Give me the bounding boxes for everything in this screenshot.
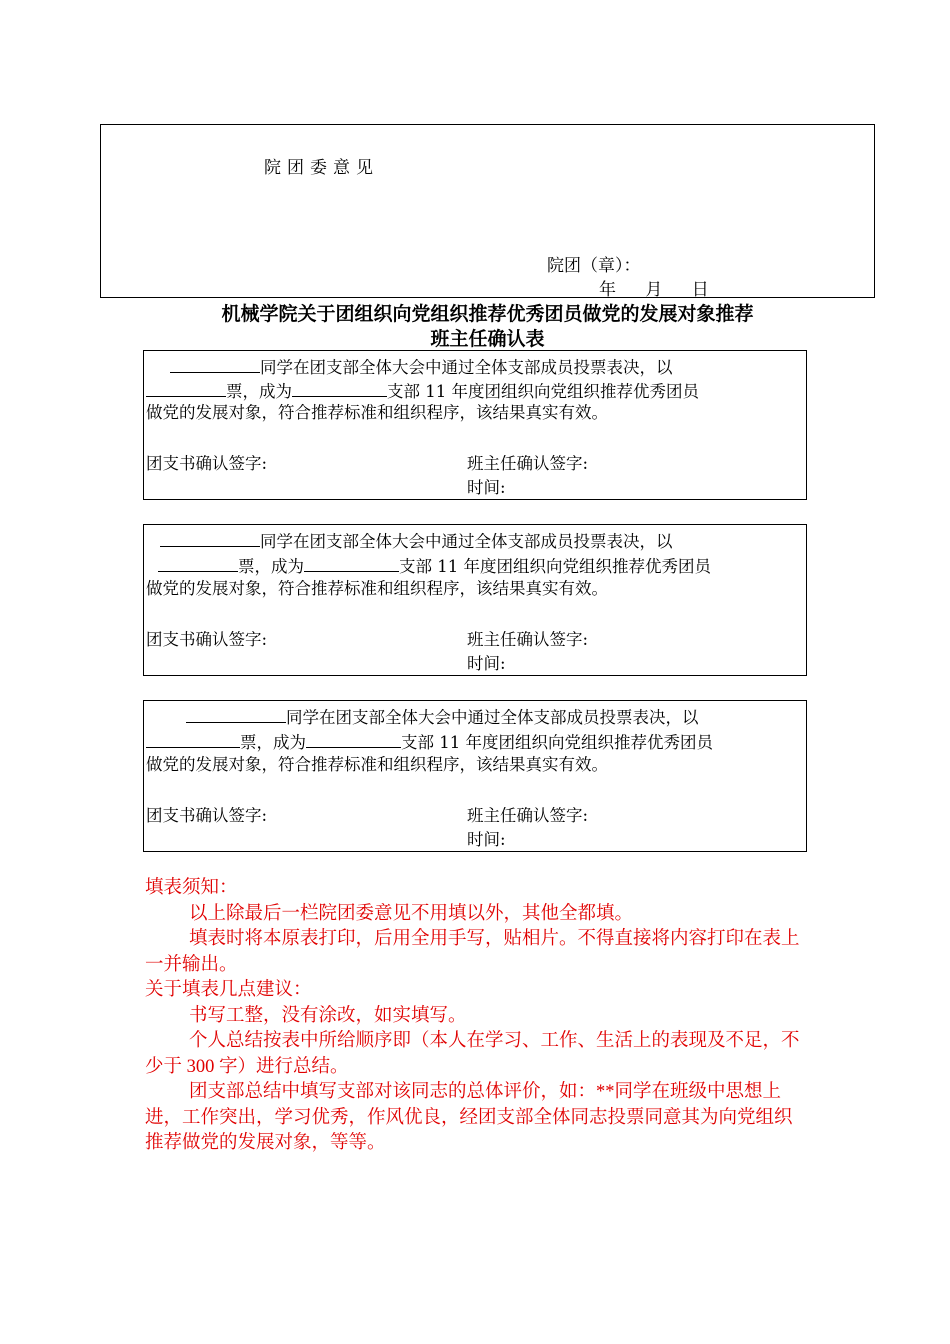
confirm-box-1 [143,350,807,500]
instruction-item: 填表时将本原表打印，后用全用手写，贴相片。不得直接将内容打印在表上一并输出。 [145,929,800,975]
votes-blank[interactable] [158,553,238,572]
confirm-text-line2b: 支部 11 年度团组织向党组织推荐优秀团员 [401,733,713,752]
name-blank[interactable] [186,704,286,723]
confirm-text-line2a: 票，成为 [238,557,304,576]
confirm-text-line2a: 票，成为 [226,382,292,401]
time-label: 时间: [467,654,506,673]
suggestion-item: 书写工整，没有涂改，如实填写。 [189,1005,467,1026]
time-label: 时间: [467,830,506,849]
branch-blank[interactable] [306,729,401,748]
secretary-signature-label: 团支书确认签字: [146,454,268,473]
seal-label: 院团（章）： [547,256,641,276]
teacher-signature-label: 班主任确认签字: [467,806,589,825]
opinion-label: 院团委意见 [264,158,379,178]
confirm-text-line3: 做党的发展对象，符合推荐标准和组织程序，该结果真实有效。 [146,579,608,598]
secretary-signature-label: 团支书确认签字: [146,806,268,825]
confirm-text-line3: 做党的发展对象，符合推荐标准和组织程序，该结果真实有效。 [146,403,608,422]
name-blank[interactable] [170,354,260,373]
instructions-section [145,876,810,1157]
teacher-signature-label: 班主任确认签字: [467,630,589,649]
confirm-text-line1: 同学在团支部全体大会中通过全体支部成员投票表决，以 [260,358,673,377]
page-title: 机械学院关于团组织向党组织推荐优秀团员做党的发展对象推荐 [221,303,754,325]
confirm-text-line2a: 票，成为 [240,733,306,752]
secretary-signature-label: 团支书确认签字: [146,630,268,649]
name-blank[interactable] [160,528,260,547]
suggestion-item: 个人总结按表中所给顺序即（本人在学习、工作、生活上的表现及不足，不少于 300 字）进行总结。 [145,1031,800,1077]
opinion-box [100,124,875,298]
confirm-text-line1: 同学在团支部全体大会中通过全体支部成员投票表决，以 [260,532,673,551]
instructions-heading: 填表须知： [145,878,238,898]
confirm-text-line2b: 支部 11 年度团组织向党组织推荐优秀团员 [399,557,711,576]
votes-blank[interactable] [146,378,226,397]
suggestion-item: 团支部总结中填写支部对该同志的总体评价，如：**同学在班级中思想上进，工作突出，学习优秀，作风优良，经团支部全体同志投票同意其为向党组织推荐做党的发展对象，等等。 [145,1082,793,1153]
confirm-text-line3: 做党的发展对象，符合推荐标准和组织程序，该结果真实有效。 [146,755,608,774]
confirm-box-2 [143,524,807,676]
branch-blank[interactable] [304,553,399,572]
date-label: 年 月 日 [599,280,721,300]
confirm-box-3 [143,700,807,852]
branch-blank[interactable] [292,378,387,397]
teacher-signature-label: 班主任确认签字: [467,454,589,473]
instruction-item: 以上除最后一栏院团委意见不用填以外，其他全都填。 [189,903,634,924]
confirm-text-line2b: 支部 11 年度团组织向党组织推荐优秀团员 [387,382,699,401]
votes-blank[interactable] [146,729,240,748]
suggestions-heading: 关于填表几点建议： [145,980,312,1000]
confirm-text-line1: 同学在团支部全体大会中通过全体支部成员投票表决，以 [286,708,699,727]
page-subtitle: 班主任确认表 [430,328,545,350]
time-label: 时间: [467,478,506,497]
